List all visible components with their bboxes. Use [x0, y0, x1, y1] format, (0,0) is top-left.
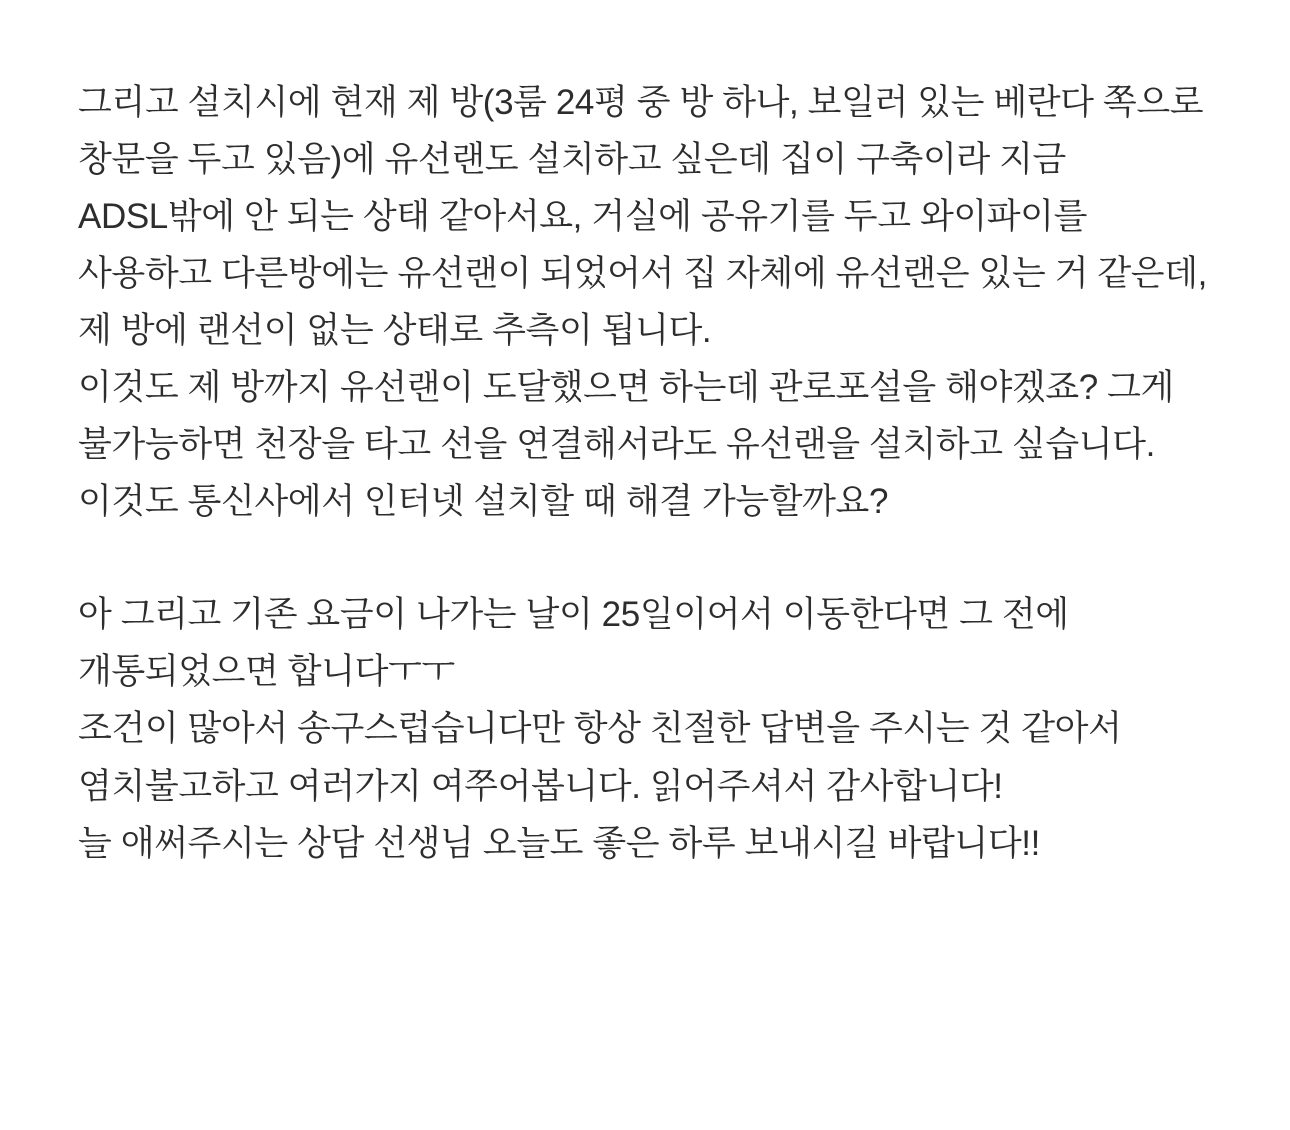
- paragraph-1: 그리고 설치시에 현재 제 방(3룸 24평 중 방 하나, 보일러 있는 베란다 쪽으로 창문을 두고 있음)에 유선랜도 설치하고 싶은데 집이 구축이라 지금 ADSL밖에 안 되는 상태 같아서요, 거실에 공유기를 두고 와이파이를 사용하고 다른방에는 유선랜이 되었어서 집 자체에 유선랜은 있는 거 같은데, 제 방에 랜선이 없는 상태로 추측이 됩니다.: [78, 83, 1217, 351]
- paragraph-3: 아 그리고 기존 요금이 나가는 날이 25일이어서 이동한다면 그 전에 개통되었으면 합니다ㅜㅜ: [78, 595, 1079, 692]
- paragraph-2: 이것도 제 방까지 유선랜이 도달했으면 하는데 관로포설을 해야겠죠? 그게 불가능하면 천장을 타고 선을 연결해서라도 유선랜을 설치하고 싶습니다. 이것도 통신사에서 인터넷 설치할 때 해결 가능할까요?: [78, 368, 1184, 522]
- paragraph-5: 늘 애써주시는 상담 선생님 오늘도 좋은 하루 보내시길 바랍니다!!: [78, 823, 1040, 863]
- post-body: [78, 74, 1217, 872]
- paragraph-spacer: [78, 530, 1212, 586]
- paragraph-4: 조건이 많아서 송구스럽습니다만 항상 친절한 답변을 주시는 것 같아서 염치불고하고 여러가지 여쭈어봅니다. 읽어주셔서 감사합니다!: [78, 709, 1131, 806]
